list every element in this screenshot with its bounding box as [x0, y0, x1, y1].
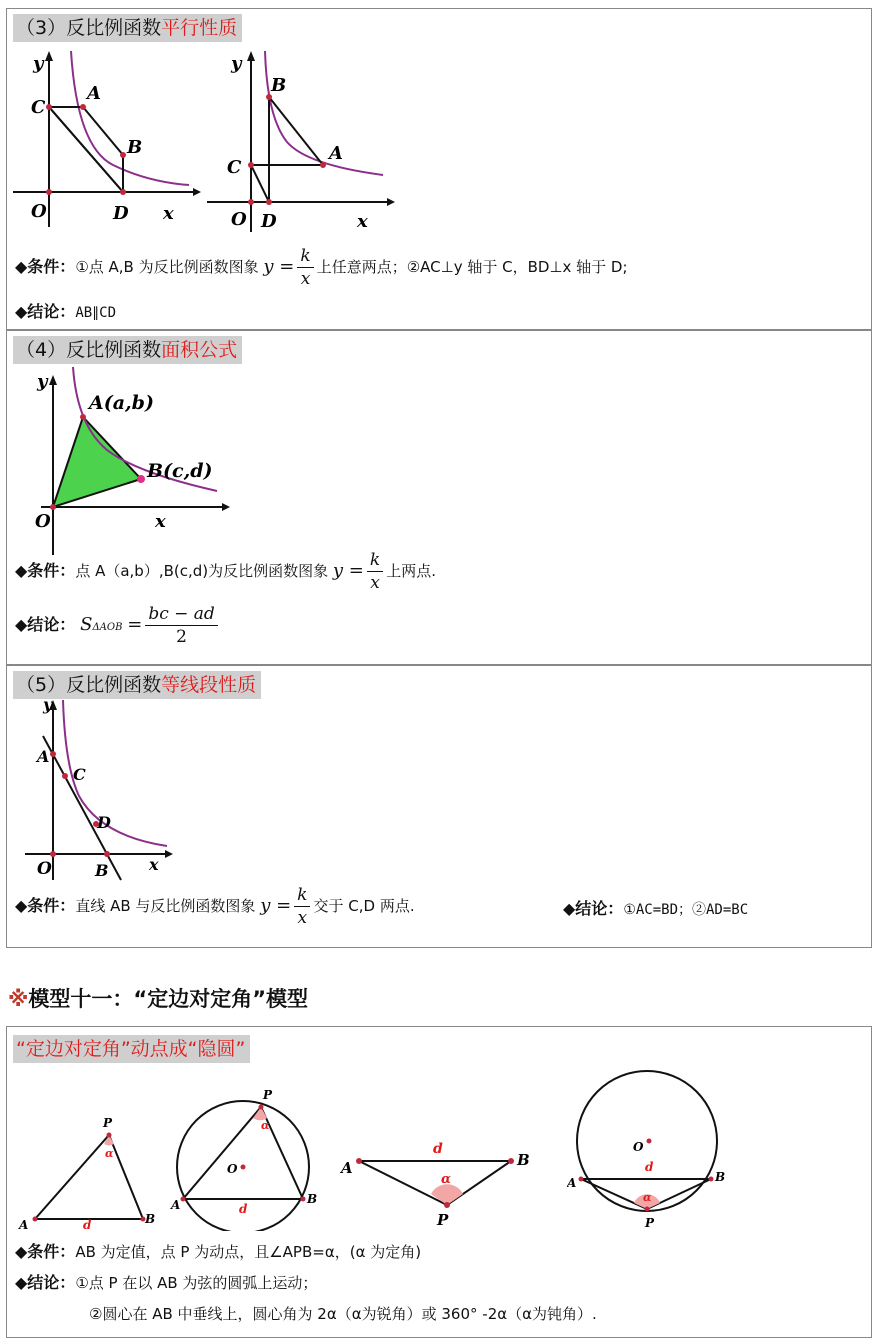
point-c-label: C: [227, 157, 242, 178]
header-prefix: （3）反比例函数: [16, 17, 162, 39]
point-p-label: P: [437, 1211, 449, 1229]
center-o-label: O: [227, 1162, 238, 1176]
point-b-label: B: [307, 1192, 317, 1206]
conclusion-line-1: [15, 1270, 317, 1293]
figure-3a: [13, 47, 203, 237]
angle-alpha-label: α: [261, 1119, 270, 1132]
side-d-label: d: [83, 1218, 92, 1232]
point-a-label: A: [19, 1218, 29, 1232]
section-3: [6, 8, 872, 330]
angle-alpha-label: α: [105, 1147, 114, 1160]
origin-label: O: [31, 201, 47, 222]
point-d-label: D: [97, 813, 111, 832]
header-prefix: （5）反比例函数: [16, 674, 162, 696]
equals-sign: =: [127, 614, 143, 635]
header-highlight: “定边对定角”动点成“隐圆”: [16, 1038, 246, 1060]
condition-text-post: 交于 C,D 两点.: [313, 897, 415, 915]
point-b-label: B: [715, 1170, 726, 1184]
figure-11a: [17, 1111, 167, 1241]
point-c-label: C: [73, 765, 86, 784]
point-c-label: C: [31, 97, 46, 118]
y-label: y: [33, 53, 44, 74]
y-label: y: [37, 371, 48, 392]
section-4: [6, 330, 872, 665]
frac-denominator: x: [300, 269, 311, 289]
conclusion-label: ◆结论：: [15, 615, 76, 634]
conclusion-text: AB∥CD: [75, 305, 117, 321]
point-d-label: D: [113, 203, 129, 224]
point-a-label: A: [37, 747, 50, 766]
condition-line: [15, 245, 628, 290]
point-b-label: B: [127, 137, 143, 158]
x-label: x: [357, 211, 368, 232]
section-3-header: [13, 14, 242, 42]
figure-11d: [567, 1055, 737, 1235]
side-d-label: d: [239, 1202, 248, 1216]
point-a-label: A: [329, 143, 343, 164]
condition-text-post: 上任意两点；②AC⊥y 轴于 C，BD⊥x 轴于 D;: [316, 258, 628, 276]
point-b-label: B(c,d): [147, 460, 213, 482]
section-5: [6, 665, 872, 948]
conclusion-line: [15, 603, 221, 648]
conclusion-label: ◆结论：: [563, 899, 624, 918]
origin-label: O: [37, 859, 52, 879]
point-b-label: B: [145, 1212, 156, 1226]
center-o-label: O: [633, 1140, 644, 1154]
condition-label: ◆条件：: [15, 1242, 76, 1261]
area-subscript: ΔAOB: [92, 622, 123, 633]
conclusion-line-2: [89, 1303, 597, 1324]
y-label: y: [231, 53, 242, 74]
point-a-label: A: [341, 1159, 353, 1177]
formula-lhs: y =: [332, 560, 364, 581]
angle-alpha-label: α: [643, 1191, 652, 1204]
point-b-label: B: [271, 75, 287, 96]
x-label: x: [163, 203, 174, 224]
condition-label: ◆条件：: [15, 896, 76, 915]
condition-label: ◆条件：: [15, 561, 76, 580]
conclusion-line: [563, 896, 748, 919]
point-p-label: P: [263, 1088, 273, 1102]
figure-5: [17, 696, 187, 886]
point-d-label: D: [261, 211, 277, 232]
condition-line: [15, 1239, 421, 1262]
figure-4: [17, 365, 247, 565]
formula-fraction: [367, 549, 383, 594]
conclusion-text-2: ②圆心在 AB 中垂线上，圆心角为 2α（α为锐角）或 360° -2α（α为钝角）.: [89, 1305, 597, 1323]
frac-numerator: k: [294, 884, 310, 907]
model-11-title-text: 模型十一：“定边对定角”模型: [28, 987, 309, 1011]
header-highlight: 平行性质: [161, 17, 238, 39]
area-fraction: [145, 603, 217, 648]
area-numerator: bc − ad: [145, 603, 217, 626]
condition-line: [15, 549, 436, 594]
point-a-label: A(a,b): [89, 392, 154, 414]
point-b-label: B: [517, 1151, 530, 1169]
area-symbol: S: [80, 614, 93, 635]
formula-fraction: [297, 245, 313, 290]
frac-denominator: x: [370, 573, 380, 593]
condition-text: AB 为定值，点 P 为动点，且∠APB=α，(α 为定角): [75, 1243, 422, 1261]
formula-fraction: [294, 884, 310, 929]
frac-denominator: x: [297, 908, 308, 928]
condition-text-pre: 直线 AB 与反比例函数图象: [75, 897, 256, 915]
condition-text-post: 上两点.: [386, 562, 436, 580]
model-11-header: [13, 1035, 250, 1063]
point-b-label: B: [95, 861, 109, 880]
figure-11b: [167, 1081, 317, 1231]
angle-alpha-label: α: [441, 1172, 452, 1187]
origin-label: O: [231, 209, 247, 230]
section-5-header: [13, 671, 261, 699]
conclusion-label: ◆结论：: [15, 302, 76, 321]
conclusion-line: [15, 299, 116, 322]
formula-lhs: y =: [263, 256, 295, 277]
formula-lhs: y =: [260, 895, 292, 916]
point-a-label: A: [87, 83, 101, 104]
figure-3b: [207, 47, 397, 237]
x-label: x: [149, 855, 159, 874]
x-label: x: [155, 511, 166, 532]
area-denominator: 2: [176, 627, 187, 647]
condition-text-pre: ①点 A,B 为反比例函数图象: [75, 258, 259, 276]
point-p-label: P: [103, 1116, 113, 1130]
header-highlight: 面积公式: [161, 339, 238, 361]
side-d-label: d: [645, 1160, 654, 1174]
figure-11c: [335, 1131, 535, 1241]
condition-line: [15, 884, 415, 929]
header-prefix: （4）反比例函数: [16, 339, 162, 361]
header-highlight: 等线段性质: [161, 674, 257, 696]
model-11-title: [8, 983, 308, 1013]
conclusion-text-1: ①点 P 在以 AB 为弦的圆弧上运动；: [75, 1274, 318, 1292]
side-d-label: d: [433, 1141, 443, 1157]
point-a-label: A: [171, 1198, 181, 1212]
condition-text-pre: 点 A（a,b）,B(c,d)为反比例函数图象: [75, 562, 329, 580]
model-11-box: [6, 1026, 872, 1338]
point-a-label: A: [567, 1176, 577, 1190]
point-p-label: P: [645, 1216, 655, 1230]
reference-mark: ※: [8, 987, 29, 1011]
origin-label: O: [35, 511, 51, 532]
conclusion-text: ①AC=BD；②AD=BC: [623, 902, 749, 918]
condition-label: ◆条件：: [15, 257, 76, 276]
frac-numerator: k: [367, 549, 383, 572]
y-label: y: [43, 696, 53, 714]
frac-numerator: k: [297, 245, 313, 268]
conclusion-label: ◆结论：: [15, 1273, 76, 1292]
section-4-header: [13, 336, 242, 364]
